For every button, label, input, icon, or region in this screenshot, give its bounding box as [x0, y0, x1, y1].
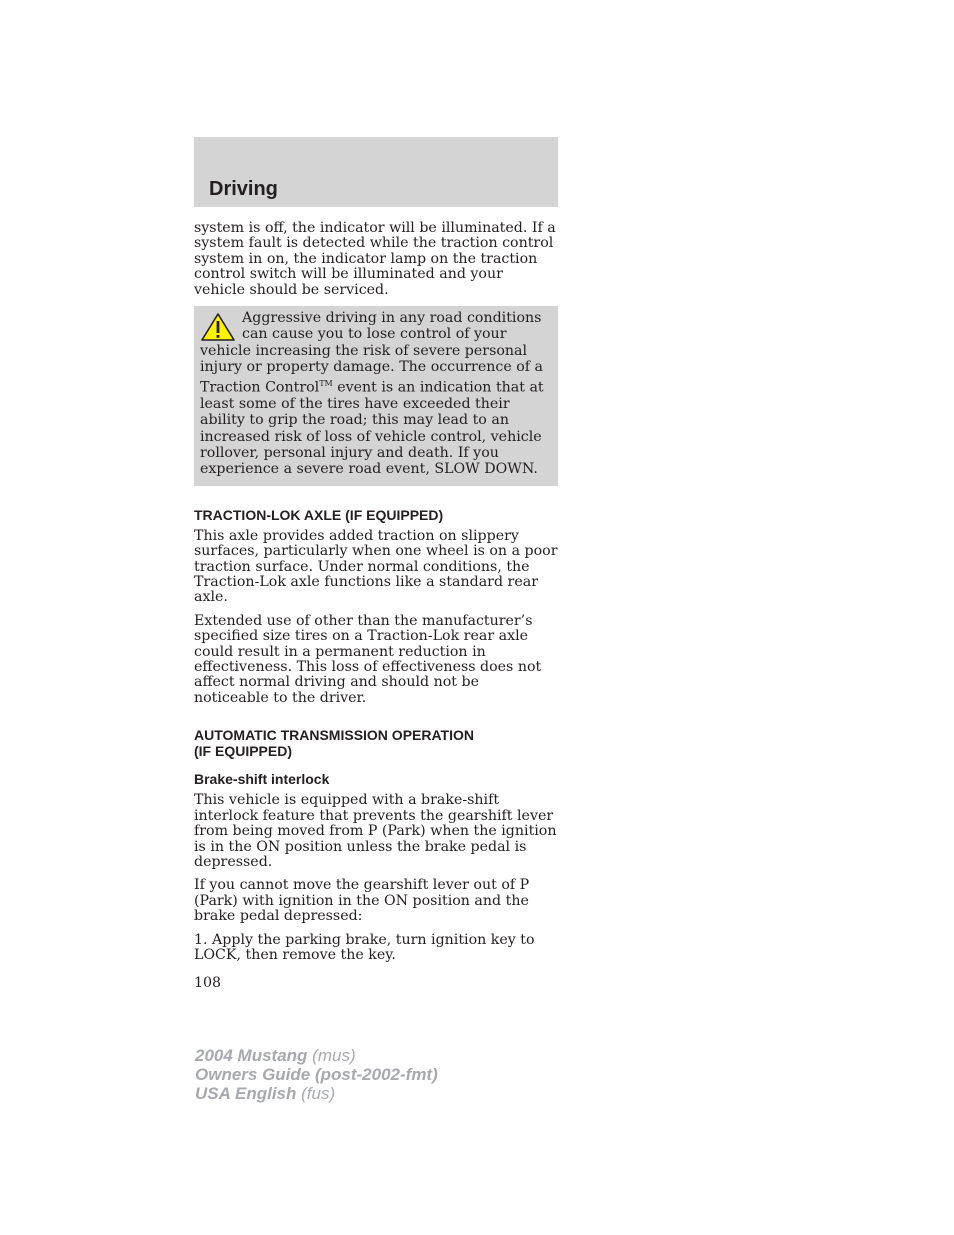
- brake-shift-paragraph-1: This vehicle is equipped with a brake-shift interlock feature that prevents the gearshift lever from being moved from P (Park) when the ignition is in the ON position unless the brake pedal is depressed.: [194, 792, 557, 870]
- page-number: 108: [194, 975, 222, 992]
- document-footer: [195, 1046, 438, 1103]
- warning-text-part1: Aggressive driving in any road conditions can cause you to lose control of your vehicle increasing the risk of severe personal injury or property damage. The occurrence of a Traction Control: [200, 310, 543, 396]
- footer-line-2: [195, 1065, 438, 1084]
- warning-text-part2: event is an indication that at least some of the tires have exceeded their ability to grip the road; this may lead to an increased risk of loss of vehicle control, vehicle rollover, personal injury and death. If you experience a severe road event, SLOW DOWN.: [200, 379, 544, 478]
- footer-language-code: (fus): [296, 1084, 336, 1103]
- footer-guide: Owners Guide (post-2002-fmt): [195, 1065, 438, 1084]
- page-content: [194, 221, 558, 991]
- section-header-band: [194, 137, 558, 207]
- footer-line-1: [195, 1046, 438, 1065]
- automatic-transmission-heading-line-2: (IF EQUIPPED): [194, 743, 293, 760]
- trademark-mark: TM: [319, 378, 333, 388]
- brake-shift-interlock-subheading: Brake-shift interlock: [194, 771, 330, 788]
- footer-language: USA English: [195, 1084, 297, 1103]
- footer-line-3: [195, 1084, 438, 1103]
- section-title: Driving: [209, 178, 278, 200]
- brake-shift-step-1: 1. Apply the parking brake, turn ignition key to LOCK, then remove the key.: [194, 931, 535, 963]
- brake-shift-paragraph-2: If you cannot move the gearshift lever out of P (Park) with ignition in the ON position and the brake pedal depressed:: [194, 877, 530, 925]
- automatic-transmission-heading-line-1: AUTOMATIC TRANSMISSION OPERATION: [194, 727, 474, 744]
- traction-lok-paragraph-2: Extended use of other than the manufacturer’s specified size tires on a Traction-Lok rear axle could result in a permanent reduction in effectiveness. This loss of effectiveness does not affect normal driving and should not be noticeable to the driver.: [194, 612, 542, 706]
- footer-model: 2004 Mustang: [195, 1046, 308, 1065]
- intro-paragraph: system is off, the indicator will be illuminated. If a system fault is detected while the traction control system in on, the indicator lamp on the traction control switch will be illuminated and your vehicle should be serviced.: [194, 220, 556, 298]
- warning-triangle-icon: [200, 312, 236, 342]
- automatic-transmission-heading: [194, 727, 558, 759]
- warning-box: [194, 306, 558, 486]
- traction-lok-heading: TRACTION-LOK AXLE (IF EQUIPPED): [194, 506, 444, 523]
- footer-model-code: (mus): [307, 1046, 356, 1065]
- traction-lok-paragraph-1: This axle provides added traction on slippery surfaces, particularly when one wheel is on a poor traction surface. Under normal conditions, the Traction-Lok axle functions like a standard rear axle.: [194, 527, 558, 606]
